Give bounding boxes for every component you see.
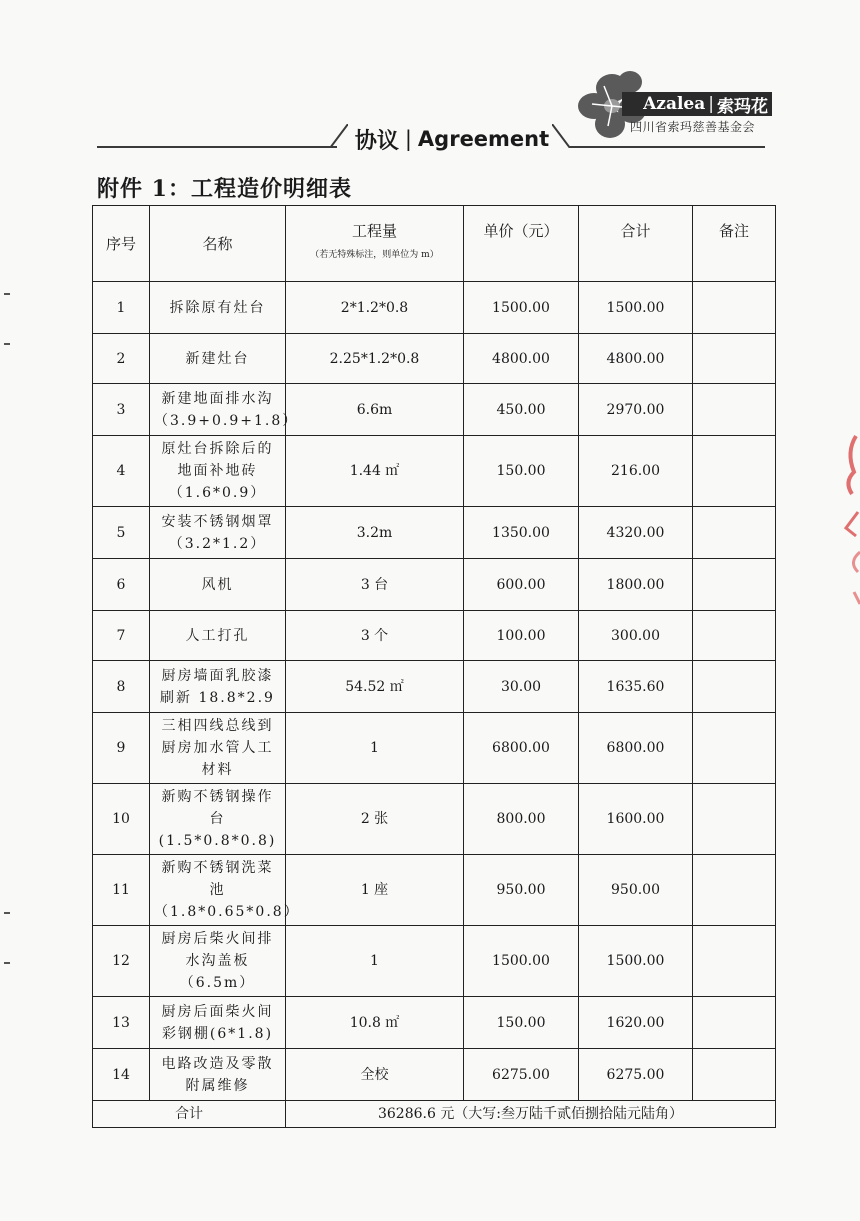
brand-name: Azalea | 索玛花: [622, 92, 772, 116]
row-name-line: 新购不锈钢洗菜: [161, 860, 274, 876]
row-qty: 2.25*1.2*0.8: [286, 334, 464, 384]
row-name: [150, 661, 286, 713]
row-name-line: 地面补地砖: [177, 463, 258, 479]
header-qty-note: （若无特殊标注，则单位为 m）: [310, 250, 439, 260]
header-title: [342, 122, 562, 156]
row-total: 216.00: [579, 436, 693, 507]
row-qty: 2*1.2*0.8: [286, 282, 464, 334]
header-remark: 备注: [693, 206, 776, 282]
row-unit-price: 100.00: [464, 611, 579, 661]
table-row: [93, 661, 776, 713]
row-name-line: 彩钢棚(6*1.8): [161, 1025, 274, 1042]
header-no: 序号: [93, 206, 150, 282]
header-rule-right: [570, 146, 765, 148]
row-no: 11: [93, 855, 150, 926]
row-name: [150, 282, 286, 334]
row-remark: [693, 855, 776, 926]
row-total: 1500.00: [579, 282, 693, 334]
row-no: 8: [93, 661, 150, 713]
foundation-logo: [574, 66, 774, 146]
brand-cn: 索玛花: [717, 96, 768, 117]
row-qty: 6.6m: [286, 384, 464, 436]
row-name-line: 风机: [201, 576, 234, 593]
scan-mark: [4, 343, 10, 345]
row-qty: 1: [286, 926, 464, 997]
row-remark: [693, 384, 776, 436]
row-qty: 2 张: [286, 784, 464, 855]
header-total: 合计: [579, 206, 693, 282]
row-name-line: （3.2*1.2）: [168, 535, 267, 552]
header-qty: [286, 206, 464, 282]
row-no: 1: [93, 282, 150, 334]
row-remark: [693, 1049, 776, 1101]
table-header-row: [93, 206, 776, 282]
table-row: [93, 334, 776, 384]
row-total: 4800.00: [579, 334, 693, 384]
row-remark: [693, 611, 776, 661]
footer-label: 合计: [93, 1101, 286, 1128]
table-row: [93, 1049, 776, 1101]
row-name-line: 厨房后柴火间排: [161, 931, 274, 947]
header-slant-right: [552, 124, 570, 148]
row-name: [150, 384, 299, 436]
row-no: 6: [93, 559, 150, 611]
row-name: [150, 926, 286, 997]
row-remark: [693, 282, 776, 334]
row-no: 2: [93, 334, 150, 384]
row-unit-price: 450.00: [464, 384, 579, 436]
row-name-line: 厨房加水管人工: [161, 740, 274, 756]
table-row: [93, 855, 776, 926]
row-remark: [693, 661, 776, 713]
row-qty: 1 座: [286, 855, 464, 926]
row-name-line: 新建灶台: [185, 350, 250, 367]
row-total: 1800.00: [579, 559, 693, 611]
row-name-line: （1.6*0.9）: [168, 485, 267, 501]
row-total: 1500.00: [579, 926, 693, 997]
row-name: [150, 713, 286, 784]
row-qty: 全校: [286, 1049, 464, 1101]
row-no: 13: [93, 997, 150, 1049]
row-no: 3: [93, 384, 150, 436]
header-title-cn: 协议: [354, 127, 399, 154]
row-remark: [693, 507, 776, 559]
row-total: 950.00: [579, 855, 693, 926]
table-footer-row: [93, 1101, 776, 1128]
table-row: [93, 713, 776, 784]
row-name-line: 原灶台拆除后的: [161, 441, 274, 457]
row-remark: [693, 334, 776, 384]
row-name: [150, 784, 286, 855]
header-title-sep: |: [404, 127, 412, 151]
table-row: [93, 436, 776, 507]
row-remark: [693, 997, 776, 1049]
row-qty: 1.44 ㎡: [286, 436, 464, 507]
row-unit-price: 150.00: [464, 436, 579, 507]
row-qty: 10.8 ㎡: [286, 997, 464, 1049]
row-name-line: 刷新 18.8*2.9: [160, 689, 275, 706]
row-name: [150, 997, 286, 1049]
row-name: [150, 436, 286, 507]
row-unit-price: 30.00: [464, 661, 579, 713]
row-unit-price: 4800.00: [464, 334, 579, 384]
row-name: [150, 507, 286, 559]
document-title: 附件 1：工程造价明细表: [97, 176, 352, 202]
row-name-line: 三相四线总线到: [161, 718, 274, 734]
scan-mark: [4, 912, 10, 914]
row-name-line: 拆除原有灶台: [169, 299, 266, 316]
table-row: [93, 384, 776, 436]
row-no: 12: [93, 926, 150, 997]
table-row: [93, 559, 776, 611]
red-seal-edge: [838, 432, 860, 612]
row-name-line: 新购不锈钢操作: [161, 789, 274, 805]
row-unit-price: 6275.00: [464, 1049, 579, 1101]
row-name-line: 厨房墙面乳胶漆: [161, 667, 274, 684]
row-remark: [693, 713, 776, 784]
footer-value: 36286.6 元（大写:叁万陆千贰佰捌拾陆元陆角）: [286, 1101, 776, 1128]
row-no: 5: [93, 507, 150, 559]
cost-detail-table: [92, 205, 776, 1128]
table-row: [93, 926, 776, 997]
row-name: [150, 559, 286, 611]
row-total: 4320.00: [579, 507, 693, 559]
row-total: 1635.60: [579, 661, 693, 713]
row-qty: 1: [286, 713, 464, 784]
row-name-line: 池: [209, 882, 226, 898]
header-rule-left: [97, 146, 337, 148]
row-no: 4: [93, 436, 150, 507]
row-remark: [693, 436, 776, 507]
row-no: 14: [93, 1049, 150, 1101]
row-name-line: 水沟盖板（6.5m）: [179, 953, 256, 991]
row-unit-price: 600.00: [464, 559, 579, 611]
row-total: 300.00: [579, 611, 693, 661]
row-name-line: 新建地面排水沟: [161, 390, 274, 407]
row-unit-price: 150.00: [464, 997, 579, 1049]
row-total: 6275.00: [579, 1049, 693, 1101]
row-unit-price: 1500.00: [464, 926, 579, 997]
row-qty: 3.2m: [286, 507, 464, 559]
row-unit-price: 1350.00: [464, 507, 579, 559]
brand-en: Azalea: [643, 94, 706, 114]
header-name: 名称: [150, 206, 286, 282]
row-total: 2970.00: [579, 384, 693, 436]
scan-mark: [4, 962, 10, 964]
row-remark: [693, 926, 776, 997]
row-name-line: （3.9+0.9+1.8）: [154, 412, 299, 429]
row-no: 10: [93, 784, 150, 855]
row-name-line: 电路改造及零散: [161, 1055, 274, 1072]
row-no: 7: [93, 611, 150, 661]
table-row: [93, 784, 776, 855]
row-name-line: 材料: [201, 762, 234, 778]
row-remark: [693, 559, 776, 611]
table-row: [93, 282, 776, 334]
table-row: [93, 507, 776, 559]
row-name: [150, 1049, 286, 1101]
row-qty: 54.52 ㎡: [286, 661, 464, 713]
row-name-line: （1.8*0.65*0.8）: [154, 904, 300, 920]
header-title-en: Agreement: [417, 127, 550, 151]
row-unit-price: 6800.00: [464, 713, 579, 784]
row-total: 1600.00: [579, 784, 693, 855]
row-unit-price: 950.00: [464, 855, 579, 926]
row-name-line: 人工打孔: [185, 627, 250, 644]
row-name: [150, 611, 286, 661]
row-name-line: 附属维修: [185, 1077, 250, 1094]
row-name-line: 台(1.5*0.8*0.8): [158, 811, 277, 849]
row-total: 6800.00: [579, 713, 693, 784]
row-name-line: 安装不锈钢烟罩: [161, 513, 274, 530]
row-name: [150, 334, 286, 384]
table-row: [93, 611, 776, 661]
header-unit-price: 单价（元）: [464, 206, 579, 282]
scan-mark: [4, 293, 10, 295]
row-unit-price: 800.00: [464, 784, 579, 855]
row-total: 1620.00: [579, 997, 693, 1049]
org-name: 四川省索玛慈善基金会: [630, 120, 756, 134]
row-remark: [693, 784, 776, 855]
row-name-line: 厨房后面柴火间: [161, 1003, 274, 1020]
header-qty-label: 工程量: [351, 222, 397, 240]
row-qty: 3 个: [286, 611, 464, 661]
row-name: [150, 855, 300, 926]
row-qty: 3 台: [286, 559, 464, 611]
table-row: [93, 997, 776, 1049]
row-unit-price: 1500.00: [464, 282, 579, 334]
row-no: 9: [93, 713, 150, 784]
